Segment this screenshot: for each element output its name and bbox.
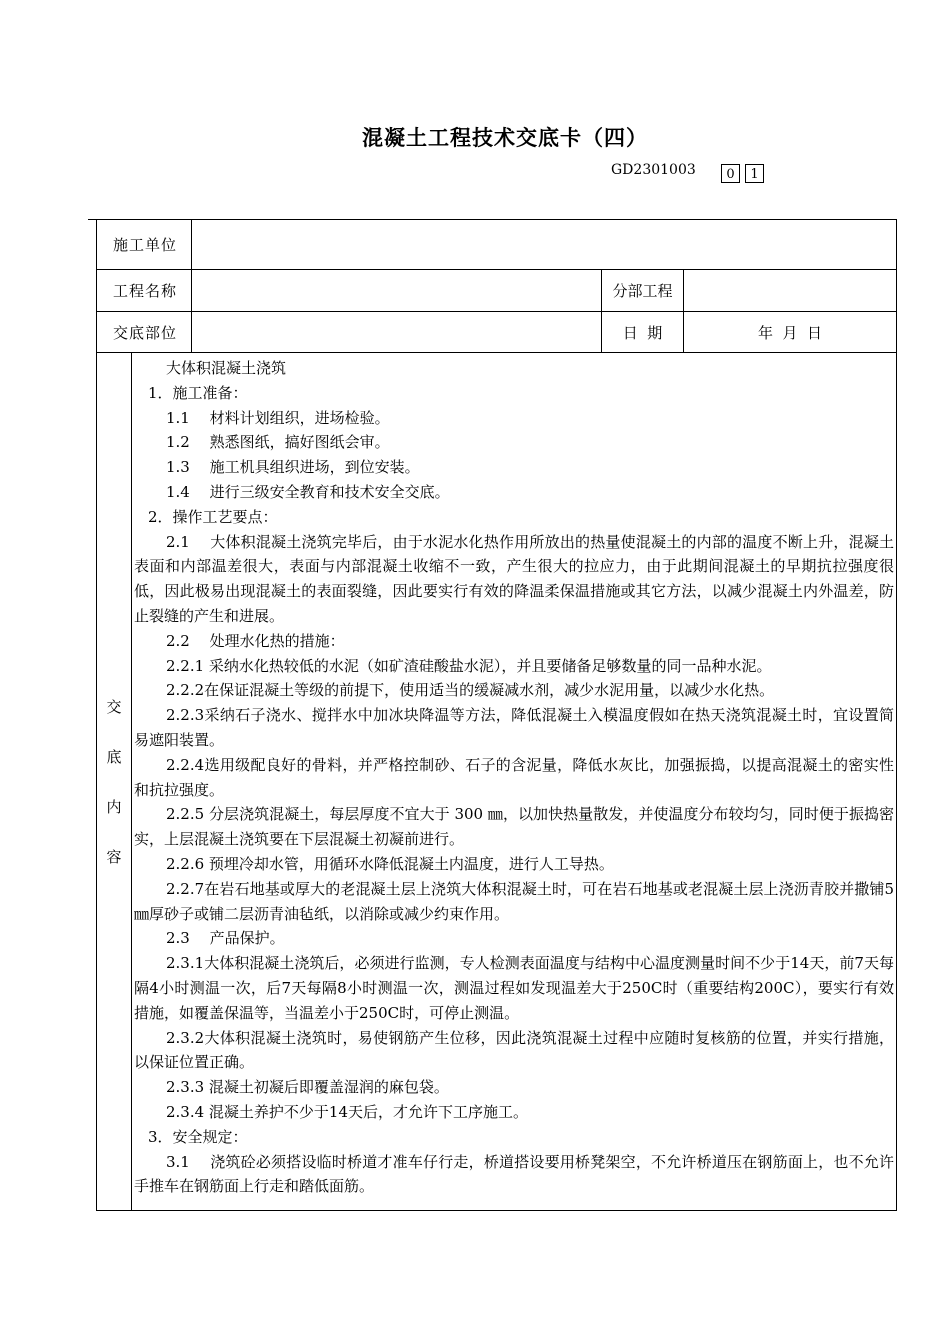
content-item: 2.2 处理水化热的措施：	[166, 631, 345, 650]
code-box-2: 1	[745, 164, 764, 183]
content-item: 2.2.1 采纳水化热较低的水泥（如矿渣硅酸盐水泥），并且要储备足够数量的同一品种水泥。	[166, 656, 772, 675]
row-content	[97, 353, 897, 1211]
content-side-label	[97, 353, 132, 1211]
handover-content	[132, 353, 897, 1211]
content-paragraph: 2.2.7在岩石地基或厚大的老混凝土层上浇筑大体积混凝土时，可在岩石地基或老混凝土层上浇沥青胶并撒铺5 ㎜厚砂子或铺二层沥青油毡纸，以消除或减少约束作用。	[134, 879, 895, 923]
project-name-label: 工程名称	[97, 270, 192, 312]
date-label: 日 期	[602, 312, 684, 353]
content-section-1: 1．施工准备：	[148, 383, 248, 402]
document-code: GD2301003	[611, 162, 696, 178]
content-paragraph: 2.1 大体积混凝土浇筑完毕后，由于水泥水化热作用所放出的热量使混凝土的内部的温度不断上升，混凝土表面和内部温差很大，表面与内部混凝土收缩不一致，产生很大的拉应力，由于此期间混凝土的早期抗拉强度很低，因此极易出现混凝土的表面裂缝，因此要实行有效的降温柔保温措施或其它方法，以减少混凝土内外温差，防止裂缝的产生和进展。	[134, 532, 895, 625]
side-char: 底	[106, 747, 122, 766]
project-name-value[interactable]	[192, 270, 602, 312]
code-box-1: 0	[721, 164, 740, 183]
content-item: 1.4 进行三级安全教育和技术安全交底。	[166, 482, 450, 501]
content-paragraph: 3.1 浇筑砼必须搭设临时桥道才准车仔行走，桥道搭设要用桥凳架空，不允许桥道压在钢筋面上，也不允许手推车在钢筋面上行走和踏低面筋。	[134, 1152, 895, 1196]
content-heading: 大体积混凝土浇筑	[166, 359, 287, 377]
handover-part-value[interactable]	[192, 312, 602, 353]
content-item: 1.2 熟悉图纸，搞好图纸会审。	[166, 433, 390, 452]
side-char: 容	[106, 847, 122, 866]
content-item: 2.3.4 混凝土养护不少于14天后，才允许下工序施工。	[166, 1102, 529, 1121]
content-paragraph: 2.2.4选用级配良好的骨料，并严格控制砂、石子的含泥量，降低水灰比，加强振捣，以提高混凝土的密实性和抗拉强度。	[134, 755, 895, 799]
handover-part-label: 交底部位	[97, 312, 192, 353]
content-item: 1.3 施工机具组织进场，到位安装。	[166, 458, 420, 477]
content-section-2: 2．操作工艺要点：	[148, 507, 278, 526]
content-item: 2.3.3 混凝土初凝后即覆盖湿润的麻包袋。	[166, 1078, 449, 1097]
content-item: 1.1 材料计划组织，进场检验。	[166, 408, 390, 427]
sub-project-label: 分部工程	[602, 270, 684, 312]
row-project-name	[97, 270, 897, 312]
construction-unit-label: 施工单位	[97, 220, 192, 270]
sub-project-value[interactable]	[684, 270, 897, 312]
side-char: 交	[106, 697, 122, 716]
content-section-3: 3．安全规定：	[148, 1127, 248, 1146]
content-item: 2.2.2在保证混凝土等级的前提下，使用适当的缓凝减水剂，减少水泥用量，以减少水化热。	[166, 681, 775, 700]
row-handover-part	[97, 312, 897, 353]
side-char: 内	[106, 797, 122, 816]
content-paragraph: 2.2.5 分层浇筑混凝土，每层厚度不宜大于 300 ㎜，以加快热量散发，并使温度分布较均匀，同时便于振捣密实，上层混凝土浇筑要在下层混凝土初凝前进行。	[134, 805, 895, 849]
row-construction-unit	[97, 220, 897, 270]
content-paragraph: 2.3.1大体积混凝土浇筑后，必须进行监测，专人检测表面温度与结构中心温度测量时间不少于14天，前7天每隔4小时测温一次，后7天每隔8小时测温一次，测温过程如发现温差大于250C时（重要结构200C），要实行有效措施，如覆盖保温等，当温差小于250C时，可停止测温。	[134, 954, 895, 1022]
handover-card-table	[96, 219, 897, 1211]
page-title: 混凝土工程技术交底卡（四）	[362, 126, 648, 150]
content-item: 2.2.6 预埋冷却水管，用循环水降低混凝土内温度，进行人工导热。	[166, 854, 614, 873]
content-item: 2.3 产品保护。	[166, 929, 285, 948]
date-value[interactable]: 年 月 日	[684, 312, 897, 353]
content-paragraph: 2.2.3采纳石子浇水、搅拌水中加冰块降温等方法，降低混凝土入模温度假如在热天浇筑混凝土时，宜设置简易遮阳装置。	[134, 706, 895, 749]
content-paragraph: 2.3.2大体积混凝土浇筑时，易使钢筋产生位移，因此浇筑混凝土过程中应随时复核筋的位置，并实行措施，以保证位置正确。	[134, 1028, 895, 1072]
construction-unit-value[interactable]	[192, 220, 897, 270]
